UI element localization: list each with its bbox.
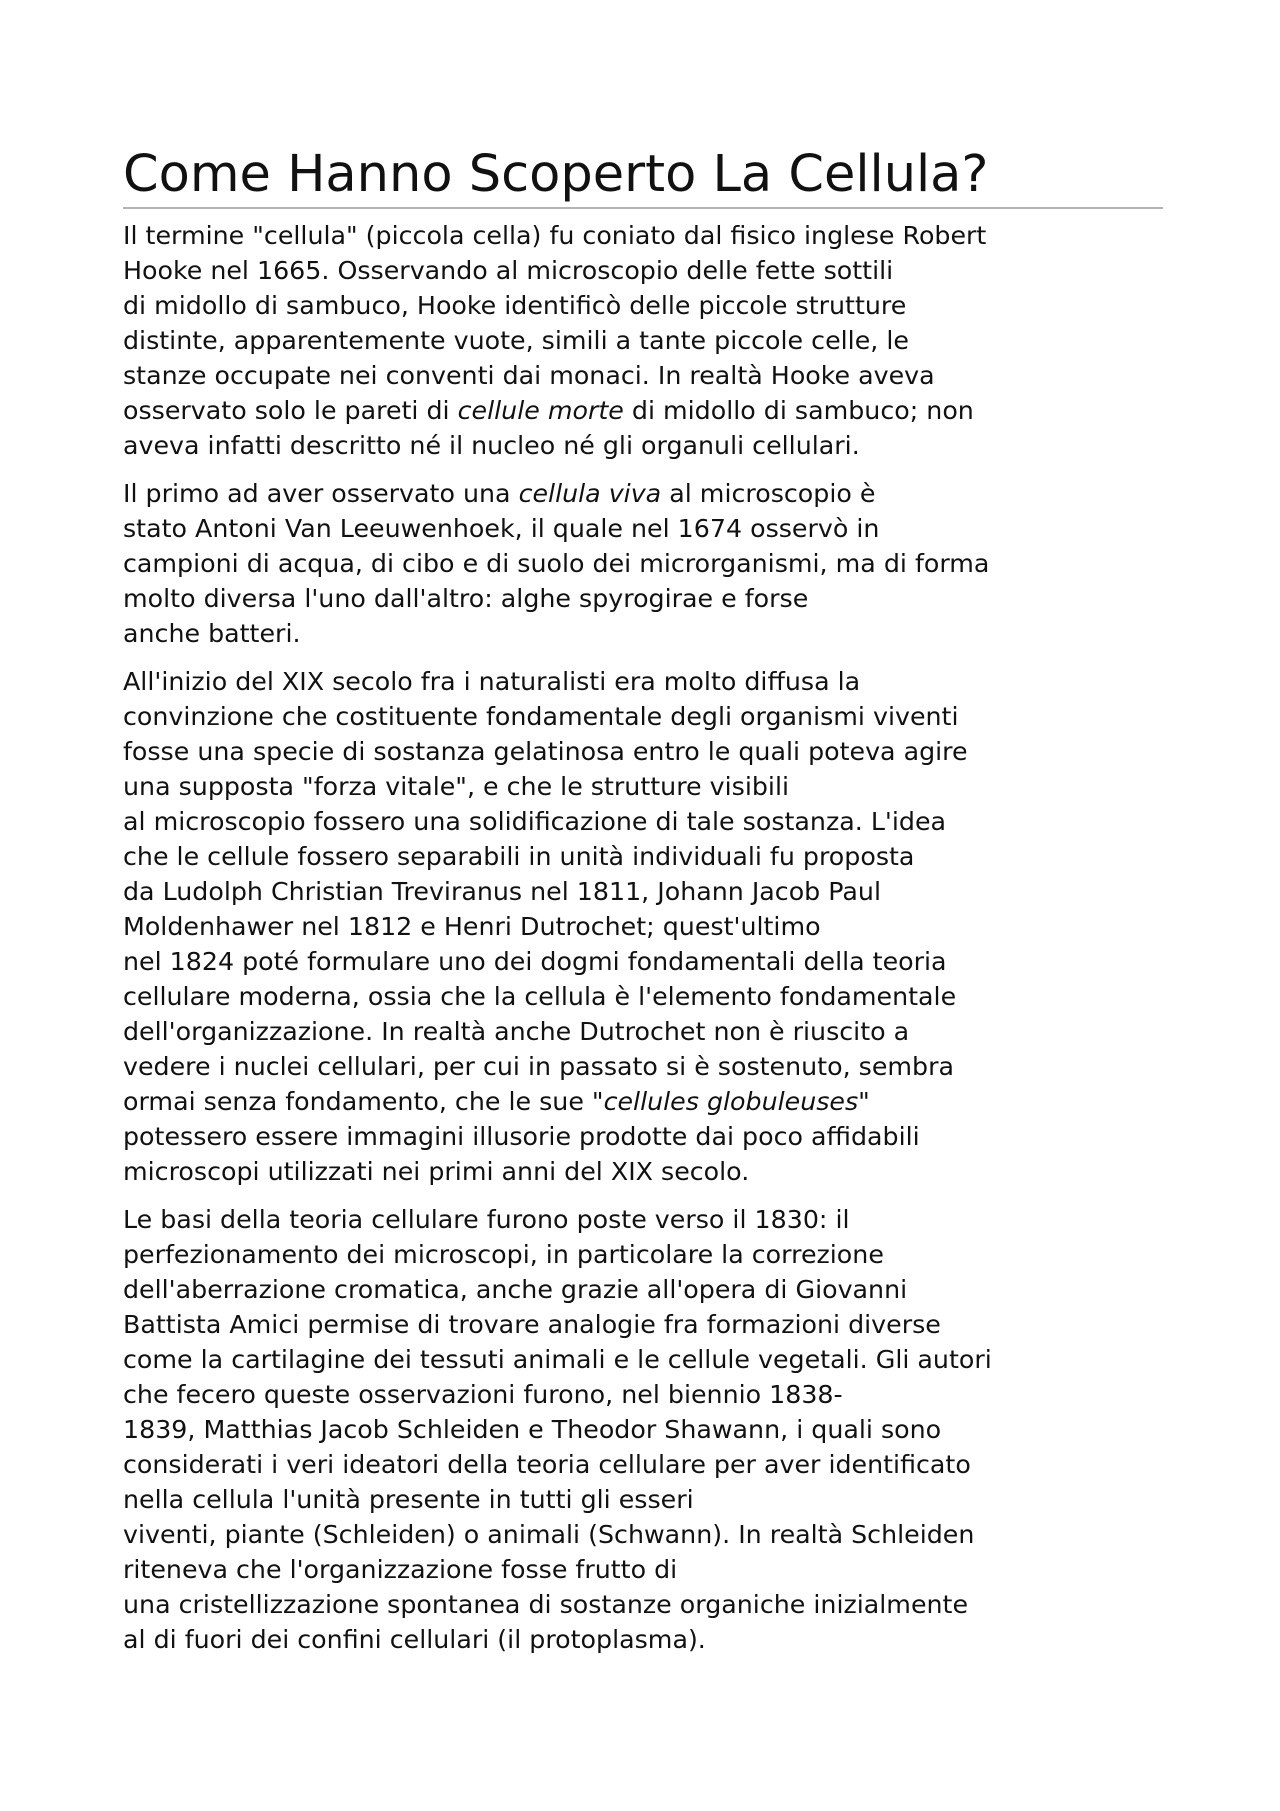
text-line: distinte, apparentemente vuote, simili a tante piccole celle, le (123, 326, 909, 355)
italic-term: cellules globuleuses (603, 1087, 859, 1116)
text-line: Moldenhawer nel 1812 e Henri Dutrochet; quest'ultimo (123, 912, 821, 941)
text-line: una supposta "forza vitale", e che le strutture visibili (123, 772, 790, 801)
document-page (123, 145, 1163, 1657)
italic-term: cellula viva (518, 479, 662, 508)
text-line: aveva infatti descritto né il nucleo né gli organuli cellulari. (123, 431, 860, 460)
text-segment: ormai senza fondamento, che le sue " (123, 1087, 604, 1116)
text-line: fosse una specie di sostanza gelatinosa entro le quali poteva agire (123, 737, 968, 766)
text-line: perfezionamento dei microscopi, in particolare la correzione (123, 1240, 884, 1269)
text-line: che fecero queste osservazioni furono, nel biennio 1838- (123, 1380, 843, 1409)
text-line: potessero essere immagini illusorie prodotte dai poco affidabili (123, 1122, 920, 1151)
text-line (123, 393, 1163, 428)
text-segment: " (858, 1087, 870, 1116)
text-line: al microscopio fossero una solidificazione di tale sostanza. L'idea (123, 807, 947, 836)
text-line: stanze occupate nei conventi dai monaci. In realtà Hooke aveva (123, 361, 935, 390)
text-line: cellulare moderna, ossia che la cellula è l'elemento fondamentale (123, 982, 957, 1011)
text-segment: osservato solo le pareti di (123, 396, 458, 425)
text-line: campioni di acqua, di cibo e di suolo dei microrganismi, ma di forma (123, 549, 990, 578)
text-line: Il termine "cellula" (piccola cella) fu coniato dal fisico inglese Robert (123, 221, 987, 250)
paragraph-2 (123, 476, 1163, 651)
text-line: da Ludolph Christian Treviranus nel 1811, Johann Jacob Paul (123, 877, 881, 906)
text-line: considerati i veri ideatori della teoria cellulare per aver identificato (123, 1450, 971, 1479)
text-line: nel 1824 poté formulare uno dei dogmi fondamentali della teoria (123, 947, 947, 976)
page-title: Come Hanno Scoperto La Cellula? (123, 145, 1163, 209)
text-line: una cristellizzazione spontanea di sostanze organiche inizialmente (123, 1590, 969, 1619)
italic-term: cellule morte (457, 396, 624, 425)
paragraph-3 (123, 664, 1163, 1189)
text-line: come la cartilagine dei tessuti animali e le cellule vegetali. Gli autori (123, 1345, 992, 1374)
text-line: viventi, piante (Schleiden) o animali (Schwann). In realtà Schleiden (123, 1520, 975, 1549)
text-line: dell'aberrazione cromatica, anche grazie all'opera di Giovanni (123, 1275, 908, 1304)
text-line: microscopi utilizzati nei primi anni del XIX secolo. (123, 1157, 750, 1186)
text-line: vedere i nuclei cellulari, per cui in passato si è sostenuto, sembra (123, 1052, 955, 1081)
text-line (123, 476, 1163, 511)
text-line: al di fuori dei confini cellulari (il protoplasma). (123, 1625, 706, 1654)
text-line: che le cellule fossero separabili in unità individuali fu proposta (123, 842, 915, 871)
text-line (123, 1084, 1163, 1119)
text-segment: Il primo ad aver osservato una (123, 479, 519, 508)
text-line: di midollo di sambuco, Hooke identificò delle piccole strutture (123, 291, 907, 320)
paragraph-4 (123, 1202, 1163, 1657)
text-line: Le basi della teoria cellulare furono poste verso il 1830: il (123, 1205, 850, 1234)
text-line: anche batteri. (123, 619, 301, 648)
text-segment: al microscopio è (661, 479, 876, 508)
text-line: riteneva che l'organizzazione fosse frutto di (123, 1555, 678, 1584)
text-line: Battista Amici permise di trovare analogie fra formazioni diverse (123, 1310, 941, 1339)
paragraph-1 (123, 218, 1163, 463)
text-line: stato Antoni Van Leeuwenhoek, il quale nel 1674 osservò in (123, 514, 880, 543)
text-line: convinzione che costituente fondamentale degli organismi viventi (123, 702, 959, 731)
text-line: nella cellula l'unità presente in tutti gli esseri (123, 1485, 694, 1514)
text-line: All'inizio del XIX secolo fra i naturalisti era molto diffusa la (123, 667, 861, 696)
text-line: 1839, Matthias Jacob Schleiden e Theodor Shawann, i quali sono (123, 1415, 942, 1444)
text-segment: di midollo di sambuco; non (623, 396, 974, 425)
body-text (123, 218, 1163, 1657)
text-line: Hooke nel 1665. Osservando al microscopio delle fette sottili (123, 256, 894, 285)
text-line: dell'organizzazione. In realtà anche Dutrochet non è riuscito a (123, 1017, 910, 1046)
text-line: molto diversa l'uno dall'altro: alghe spyrogirae e forse (123, 584, 809, 613)
